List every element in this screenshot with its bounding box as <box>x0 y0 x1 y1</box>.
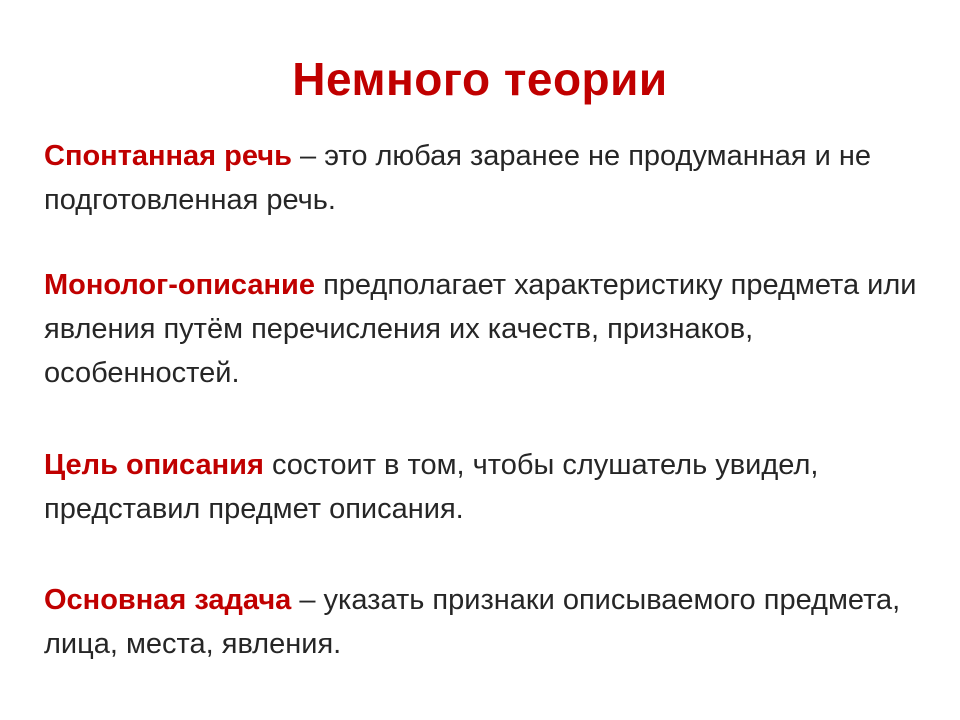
definition-spontaneous-speech <box>44 134 934 222</box>
term-description-goal: Цель описания <box>44 449 264 481</box>
definition-main-task <box>44 578 934 666</box>
term-spontaneous-speech: Спонтанная речь <box>44 140 292 172</box>
definition-monologue-description <box>44 263 934 395</box>
definition-text: – это любая заранее не продуманная и не подготовленная речь. <box>44 140 872 216</box>
definition-text: предполагает характеристику предмета или явления путём перечисления их качеств, признаков, особенностей. <box>44 269 917 389</box>
definition-text: – указать признаки описываемого предмета, лица, места, явления. <box>44 584 901 660</box>
definition-text: состоит в том, чтобы слушатель увидел, представил предмет описания. <box>44 449 819 525</box>
term-monologue-description: Монолог-описание <box>44 269 316 301</box>
definition-description-goal <box>44 443 934 531</box>
slide-title: Немного теории <box>292 53 668 105</box>
term-main-task: Основная задача <box>44 584 292 616</box>
